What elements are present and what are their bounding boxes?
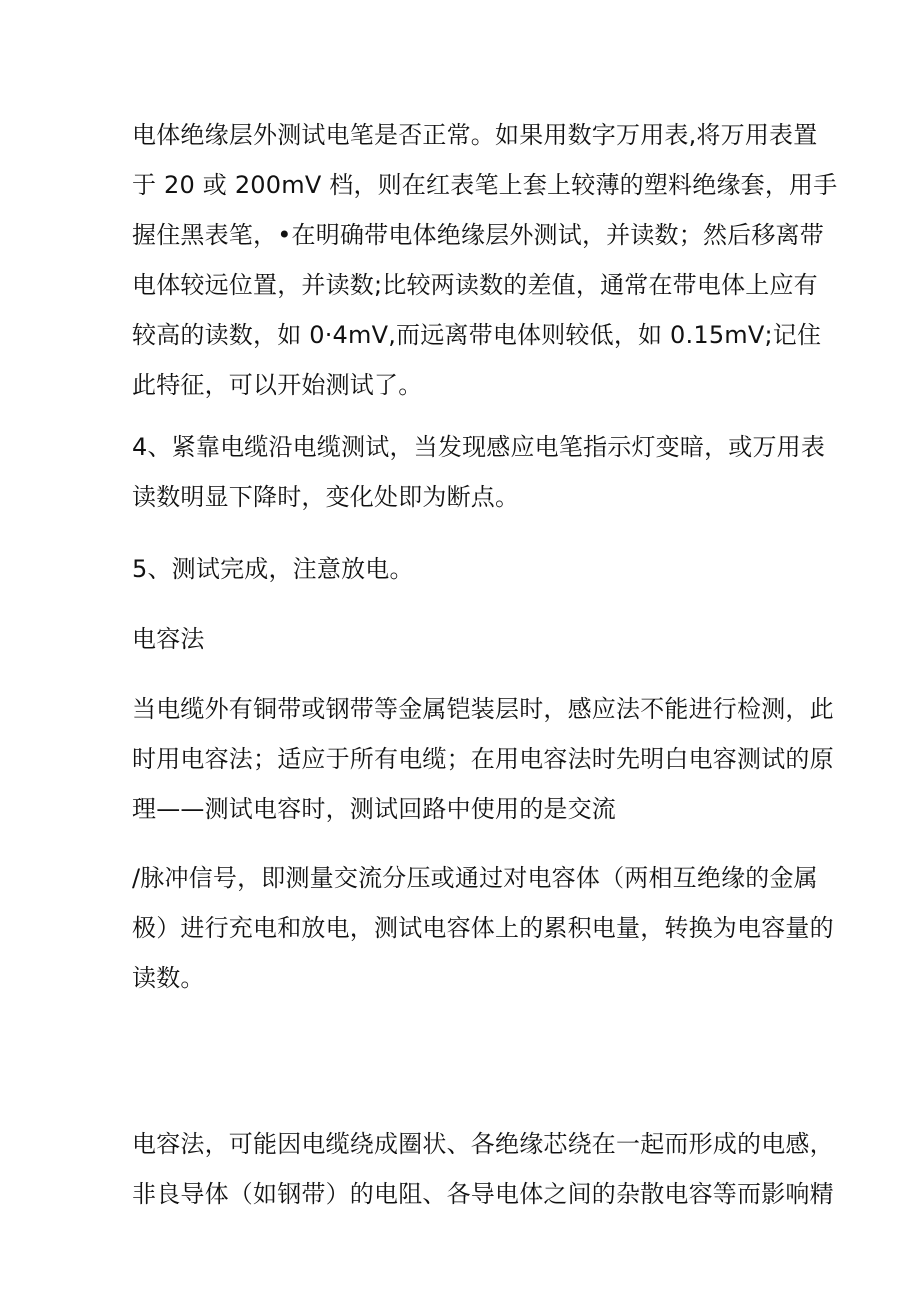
text-line: 握住黑表笔，•在明确带电体绝缘层外测试，并读数；然后移离带: [132, 221, 824, 249]
text-line: 于 20 或 200mV 档，则在红表笔上套上较薄的塑料绝缘套，用手: [132, 171, 838, 199]
paragraph-step-4: [132, 422, 826, 522]
text-line: /脉冲信号，即测量交流分压或通过对电容体（两相互绝缘的金属: [132, 864, 818, 892]
text-line: 此特征，可以开始测试了。: [132, 371, 423, 399]
text-line: 当电缆外有铜带或钢带等金属铠装层时，感应法不能进行检测，此: [132, 695, 834, 723]
text-line: 电容法，可能因电缆绕成圈状、各绝缘芯绕在一起而形成的电感，: [132, 1130, 834, 1158]
text-line: 5、测试完成，注意放电。: [132, 555, 414, 583]
paragraph-capacitance-intro: [132, 684, 834, 834]
paragraph-multimeter-test: [132, 110, 838, 410]
text-line: 非良导体（如钢带）的电阻、各导电体之间的杂散电容等而影响精: [132, 1180, 834, 1208]
text-line: 电体绝缘层外测试电笔是否正常。如果用数字万用表,将万用表置: [132, 121, 818, 149]
paragraph-step-5: [132, 544, 812, 594]
text-line: 极）进行充电和放电，测试电容体上的累积电量，转换为电容量的: [132, 914, 834, 942]
text-line: 时用电容法；适应于所有电缆；在用电容法时先明白电容测试的原: [132, 745, 834, 773]
text-line: 读数明显下降时，变化处即为断点。: [132, 483, 520, 511]
text-line: 理——测试电容时，测试回路中使用的是交流: [132, 795, 616, 823]
text-line: 4、紧靠电缆沿电缆测试，当发现感应电笔指示灯变暗，或万用表: [132, 433, 826, 461]
text-line: 较高的读数，如 0·4mV,而远离带电体则较低，如 0.15mV;记住: [132, 321, 822, 349]
text-line: 电体较远位置，并读数;比较两读数的差值，通常在带电体上应有: [132, 271, 818, 299]
section-heading-capacitance-method: [132, 614, 812, 664]
heading-text: 电容法: [132, 625, 205, 653]
paragraph-pulse-signal: [132, 853, 834, 1003]
paragraph-capacitance-accuracy: [132, 1119, 834, 1219]
text-line: 读数。: [132, 964, 205, 992]
